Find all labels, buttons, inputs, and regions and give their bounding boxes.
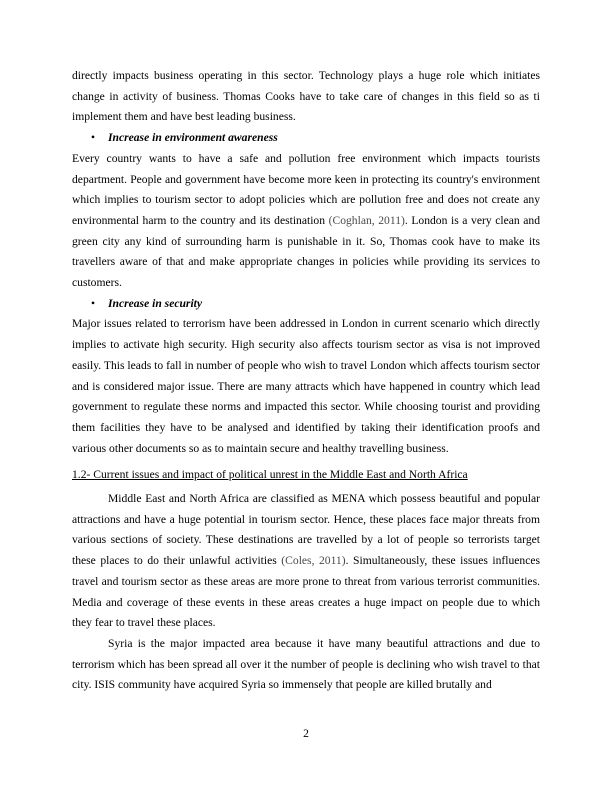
section-heading: 1.2- Current issues and impact of political unrest in the Middle East and North Africa [72, 468, 468, 482]
paragraph-text: Every country wants to have a safe and pollution free environment which impacts tourists department. People and government have become more keen in protecting its country's environment which implies to tourism sector to adopt policies which are pollution free and does not create any environmental harm to the country and its destination [72, 151, 540, 227]
bullet-icon: • [91, 131, 96, 145]
paragraph-security: Major issues related to terrorism have been addressed in London in current scenario which directly implies to activate high security. High security also affects tourism sector as visa is not improved easily. This leads to fall in number of people who wish to travel London which affects tourism sector and is considered major issue. There are many attracts which have happened in country which lead government to regulate these norms and impacted this sector. While choosing tourist and providing them facilities they have to be analysed and identified by taking their identification proofs and various other documents so as to maintain secure and healthy travelling business. [72, 317, 540, 455]
paragraph-syria: Syria is the major impacted area because it have many beautiful attractions and due to terrorism which has been spread all over it the number of people is declining who wish travel to that city. ISIS community have acquired Syria so immensely that people are killed brutally and [72, 636, 540, 692]
document-body [72, 66, 540, 696]
page-number: 2 [303, 727, 309, 740]
bullet-environment-awareness [72, 128, 540, 149]
bullet-label: Increase in environment awareness [108, 131, 278, 145]
bullet-security [72, 294, 540, 315]
bullet-icon: • [91, 296, 96, 310]
paragraph-text: . London is a very clean and green city any kind of surrounding harm is punishable in it. So, Thomas cook have to make its travellers aware of that and make appropriate changes in policies while providing its services to customers. [72, 213, 540, 290]
paragraph-technology: directly impacts business operating in this sector. Technology plays a huge role which initiates change in activity of business. Thomas Cooks have to take care of changes in this field so as ti implement them and have best leading business. [72, 69, 540, 124]
paragraph-environment [72, 149, 540, 294]
bullet-label: Increase in security [108, 296, 203, 310]
citation: (Coles, 2011) [281, 554, 346, 568]
paragraph-text: Middle East and North Africa are classified as MENA which possess beautiful and popular attractions and have a huge potential in tourism sector. Hence, these places face major threats from various sections of society. These destinations are travelled by a lot of people so terrorists target these places to do their unlawful activities [72, 492, 540, 568]
paragraph-text: . Simultaneously, these issues influences travel and tourism sector as these areas are more prone to threat from various terrorist communities. Media and coverage of these events in these areas creates a huge impact on people due to which they fear to travel these places. [72, 554, 541, 630]
citation: (Coghlan, 2011) [328, 213, 405, 227]
paragraph-mena [72, 489, 540, 634]
